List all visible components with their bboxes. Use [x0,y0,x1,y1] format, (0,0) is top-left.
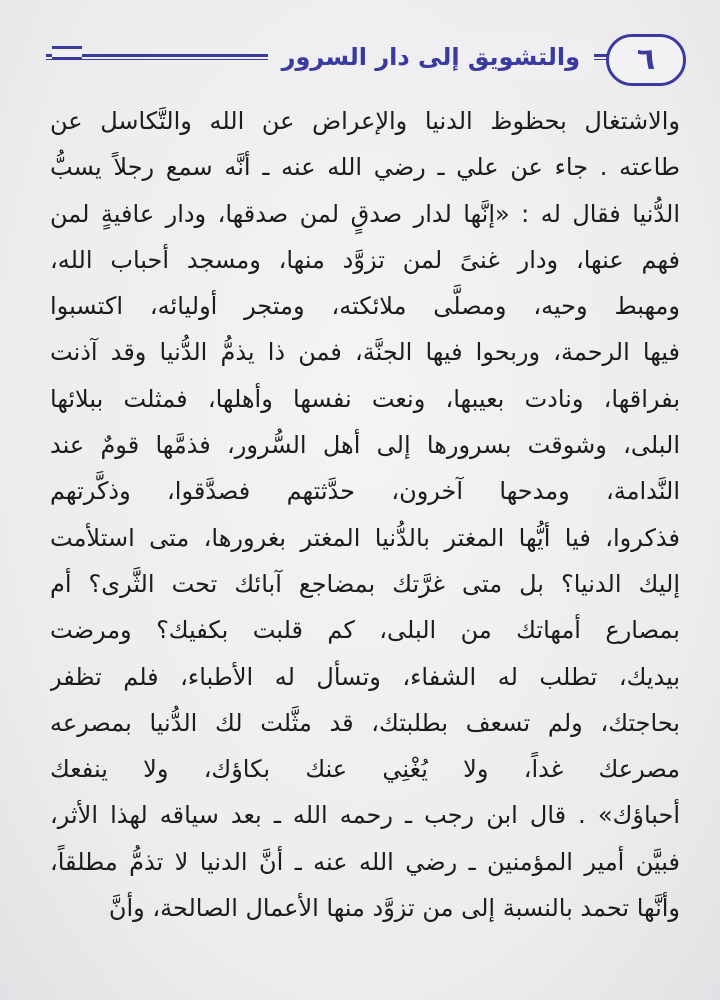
header-dash-ornament [52,46,82,60]
page-header [46,30,686,82]
text-line: مصرعك غداً، ولا يُغْنِي عنك بكاؤك، ولا ينفعك [50,755,680,784]
text-line: وأنَّها تحمد بالنسبة إلى من تزوَّد منها الأعمال الصالحة، وأنَّ [108,894,680,923]
body-text [50,98,680,931]
text-line: والاشتغال بحظوظ الدنيا والإعراض عن الله والتَّكاسل عن [50,107,680,135]
page-number: ٦ [606,34,686,86]
text-line: الدُّنيا فقال له : «إنَّها لدار صدقٍ لمن صدقها، ودار عافيةٍ لمن [50,199,680,228]
text-line: فبيَّن أمير المؤمنين ـ رضي الله عنه ـ أنَّ الدنيا لا تذمُّ مطلقاً، [50,847,680,876]
text-line: أحباؤك» . قال ابن رجب ـ رحمه الله ـ بعد سياقه لهذا الأثر، [50,801,680,830]
text-line: النَّدامة، ومدحها آخرون، حدَّثتهم فصدَّقوا، وذكَّرتهم [50,477,680,506]
text-line: بفراقها، ونادت بعيبها، ونعت نفسها وأهلها، فمثلت ببلائها [50,384,680,413]
text-line: فهم عنها، ودار غنىً لمن تزوَّد منها، ومسجد أحباب الله، [50,245,680,274]
text-line: ومهبط وحيه، ومصلَّى ملائكته، ومتجر أوليائه، اكتسبوا [50,292,680,321]
text-line: بيديك، تطلب له الشفاء، وتسأل له الأطباء، فلم تظفر [50,662,680,691]
text-line: طاعته . جاء عن علي ـ رضي الله عنه ـ أنَّه سمع رجلاً يسبُّ [50,153,680,182]
text-line: بحاجتك، ولم تسعف بطلبتك، قد مثَّلت لك الدُّنيا بمصرعه [50,708,680,737]
text-line: البلى، وشوقت بسرورها إلى أهل السُّرور، فذمَّها قومٌ عند [50,431,680,460]
running-title: والتشويق إلى دار السرور [268,38,594,76]
text-line: فيها الرحمة، وربحوا فيها الجنَّة، فمن ذا يذمُّ الدُّنيا وقد آذنت [50,338,680,367]
text-line: إليك الدنيا؟ بل متى غرَّتك بمضاجع آبائك تحت الثَّرى؟ أم [50,569,680,598]
text-line: بمصارع أمهاتك من البلى، كم قلبت بكفيك؟ ومرضت [50,616,680,645]
text-line: فذكروا، فيا أيُّها المغتر بالدُّنيا المغتر بغرورها، متى استلأمت [50,523,680,552]
